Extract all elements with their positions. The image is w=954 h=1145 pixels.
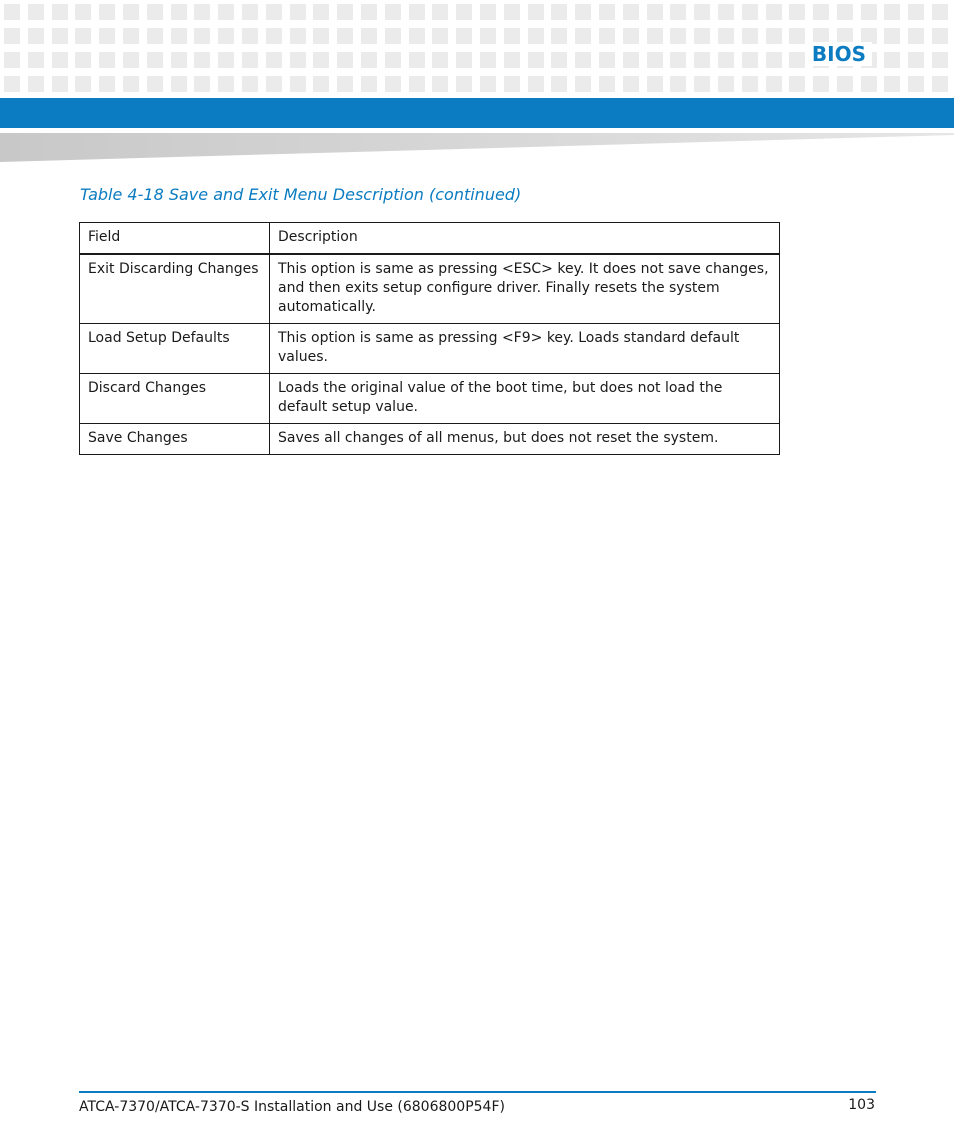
decorative-square	[742, 76, 758, 92]
decorative-square	[813, 4, 829, 20]
footer-document-title: ATCA-7370/ATCA-7370-S Installation and Use (6806800P54F)	[79, 1099, 505, 1115]
footer-divider	[79, 1091, 876, 1093]
decorative-square	[266, 52, 282, 68]
decorative-square	[28, 28, 44, 44]
decorative-square	[290, 76, 306, 92]
decorative-square	[290, 52, 306, 68]
decorative-square	[171, 52, 187, 68]
decorative-square	[266, 28, 282, 44]
decorative-square	[456, 28, 472, 44]
table-row	[80, 374, 780, 424]
decorative-square	[218, 52, 234, 68]
decorative-square	[932, 28, 948, 44]
description-cell: Saves all changes of all menus, but does not reset the system.	[270, 424, 780, 455]
decorative-square	[4, 4, 20, 20]
decorative-square	[242, 4, 258, 20]
decorative-square	[884, 28, 900, 44]
decorative-square	[123, 4, 139, 20]
decorative-square	[551, 52, 567, 68]
decorative-square	[575, 76, 591, 92]
table-caption: Table 4-18 Save and Exit Menu Description (continued)	[80, 185, 522, 204]
decorative-square	[409, 52, 425, 68]
description-cell: Loads the original value of the boot time, but does not load the default setup value.	[270, 374, 780, 424]
decorative-square	[337, 76, 353, 92]
header-grey-wedge	[0, 130, 954, 162]
decorative-square	[766, 52, 782, 68]
decorative-square	[908, 76, 924, 92]
decorative-square	[361, 28, 377, 44]
decorative-square	[99, 4, 115, 20]
decorative-square	[766, 76, 782, 92]
decorative-square	[361, 52, 377, 68]
decorative-square	[908, 52, 924, 68]
decorative-square	[480, 76, 496, 92]
table-row	[80, 324, 780, 374]
decorative-square	[623, 76, 639, 92]
decorative-square	[480, 52, 496, 68]
decorative-square	[4, 28, 20, 44]
decorative-square	[789, 52, 805, 68]
decorative-square	[75, 28, 91, 44]
save-exit-table	[79, 222, 780, 455]
decorative-square	[694, 76, 710, 92]
page-number: 103	[848, 1097, 875, 1113]
decorative-square	[409, 4, 425, 20]
decorative-square	[480, 4, 496, 20]
decorative-square	[361, 4, 377, 20]
field-cell: Exit Discarding Changes	[80, 254, 270, 324]
decorative-square	[99, 76, 115, 92]
decorative-square	[99, 52, 115, 68]
decorative-square	[313, 52, 329, 68]
decorative-square	[242, 28, 258, 44]
decorative-square	[28, 52, 44, 68]
decorative-square	[171, 76, 187, 92]
decorative-square	[551, 28, 567, 44]
decorative-square	[813, 76, 829, 92]
decorative-square	[99, 28, 115, 44]
decorative-square	[52, 52, 68, 68]
decorative-square	[432, 52, 448, 68]
decorative-square	[123, 76, 139, 92]
decorative-square	[385, 52, 401, 68]
decorative-square	[623, 4, 639, 20]
decorative-square	[504, 52, 520, 68]
decorative-square	[599, 76, 615, 92]
decorative-square	[218, 4, 234, 20]
field-cell: Discard Changes	[80, 374, 270, 424]
table-row	[80, 424, 780, 455]
decorative-square	[4, 76, 20, 92]
field-cell: Load Setup Defaults	[80, 324, 270, 374]
decorative-square	[456, 52, 472, 68]
decorative-square	[171, 28, 187, 44]
decorative-square	[528, 28, 544, 44]
decorative-square	[861, 76, 877, 92]
decorative-square	[242, 52, 258, 68]
decorative-square	[789, 76, 805, 92]
header-blue-band	[0, 98, 954, 128]
decorative-square	[884, 4, 900, 20]
decorative-square	[52, 4, 68, 20]
decorative-square	[932, 76, 948, 92]
decorative-square	[147, 76, 163, 92]
decorative-square	[694, 52, 710, 68]
decorative-square	[194, 52, 210, 68]
decorative-square	[313, 28, 329, 44]
decorative-square	[528, 76, 544, 92]
decorative-square	[884, 76, 900, 92]
decorative-square	[599, 52, 615, 68]
table-header-row	[80, 223, 780, 255]
decorative-square	[385, 28, 401, 44]
decorative-square	[789, 4, 805, 20]
decorative-square	[694, 28, 710, 44]
decorative-square	[361, 76, 377, 92]
decorative-square	[266, 76, 282, 92]
decorative-square	[742, 4, 758, 20]
decorative-square	[766, 28, 782, 44]
table-row	[80, 254, 780, 324]
decorative-square	[694, 4, 710, 20]
decorative-square	[75, 76, 91, 92]
decorative-square	[528, 52, 544, 68]
decorative-square	[670, 76, 686, 92]
decorative-square	[28, 4, 44, 20]
decorative-square	[52, 28, 68, 44]
decorative-square	[528, 4, 544, 20]
decorative-square	[171, 4, 187, 20]
decorative-square	[551, 76, 567, 92]
decorative-square	[147, 4, 163, 20]
decorative-square	[147, 52, 163, 68]
decorative-square	[266, 4, 282, 20]
decorative-square	[932, 52, 948, 68]
decorative-square	[218, 28, 234, 44]
decorative-square	[409, 76, 425, 92]
decorative-square	[194, 76, 210, 92]
decorative-square	[908, 28, 924, 44]
decorative-square	[432, 4, 448, 20]
decorative-square	[290, 28, 306, 44]
description-cell: This option is same as pressing <ESC> key. It does not save changes, and then exits setup configure driver. Finally resets the system automatically.	[270, 254, 780, 324]
decorative-square	[932, 4, 948, 20]
decorative-square	[599, 4, 615, 20]
decorative-square	[313, 76, 329, 92]
section-title: BIOS	[806, 42, 872, 66]
decorative-square	[718, 52, 734, 68]
decorative-square	[647, 28, 663, 44]
decorative-square	[28, 76, 44, 92]
decorative-square	[647, 4, 663, 20]
decorative-square	[337, 4, 353, 20]
decorative-square	[789, 28, 805, 44]
decorative-square	[456, 4, 472, 20]
decorative-square	[504, 76, 520, 92]
decorative-square	[194, 4, 210, 20]
decorative-square	[147, 28, 163, 44]
decorative-square	[599, 28, 615, 44]
decorative-square	[456, 76, 472, 92]
description-cell: This option is same as pressing <F9> key. Loads standard default values.	[270, 324, 780, 374]
decorative-square	[218, 76, 234, 92]
decorative-square	[337, 28, 353, 44]
decorative-square	[194, 28, 210, 44]
decorative-square	[766, 4, 782, 20]
column-header-description: Description	[270, 223, 780, 255]
decorative-square	[432, 76, 448, 92]
decorative-square	[647, 52, 663, 68]
decorative-square	[575, 4, 591, 20]
decorative-square	[908, 4, 924, 20]
decorative-square	[670, 28, 686, 44]
decorative-square	[123, 52, 139, 68]
decorative-square	[670, 4, 686, 20]
decorative-square	[313, 4, 329, 20]
decorative-square	[4, 52, 20, 68]
decorative-square	[742, 52, 758, 68]
decorative-square	[504, 28, 520, 44]
decorative-square	[575, 28, 591, 44]
decorative-square	[647, 76, 663, 92]
decorative-square	[123, 28, 139, 44]
decorative-square	[385, 4, 401, 20]
decorative-square	[623, 28, 639, 44]
decorative-square	[742, 28, 758, 44]
decorative-square	[623, 52, 639, 68]
decorative-square	[480, 28, 496, 44]
decorative-square	[718, 76, 734, 92]
decorative-square	[432, 28, 448, 44]
decorative-square	[837, 4, 853, 20]
decorative-square	[52, 76, 68, 92]
decorative-square	[337, 52, 353, 68]
field-cell: Save Changes	[80, 424, 270, 455]
decorative-square	[290, 4, 306, 20]
decorative-square	[837, 76, 853, 92]
decorative-square	[551, 4, 567, 20]
decorative-square	[670, 52, 686, 68]
decorative-square	[884, 52, 900, 68]
column-header-field: Field	[80, 223, 270, 255]
decorative-square	[409, 28, 425, 44]
decorative-square	[75, 52, 91, 68]
decorative-square	[504, 4, 520, 20]
decorative-square	[575, 52, 591, 68]
decorative-square	[861, 4, 877, 20]
decorative-square	[385, 76, 401, 92]
decorative-square	[718, 4, 734, 20]
decorative-square	[75, 4, 91, 20]
decorative-square	[242, 76, 258, 92]
decorative-square	[718, 28, 734, 44]
